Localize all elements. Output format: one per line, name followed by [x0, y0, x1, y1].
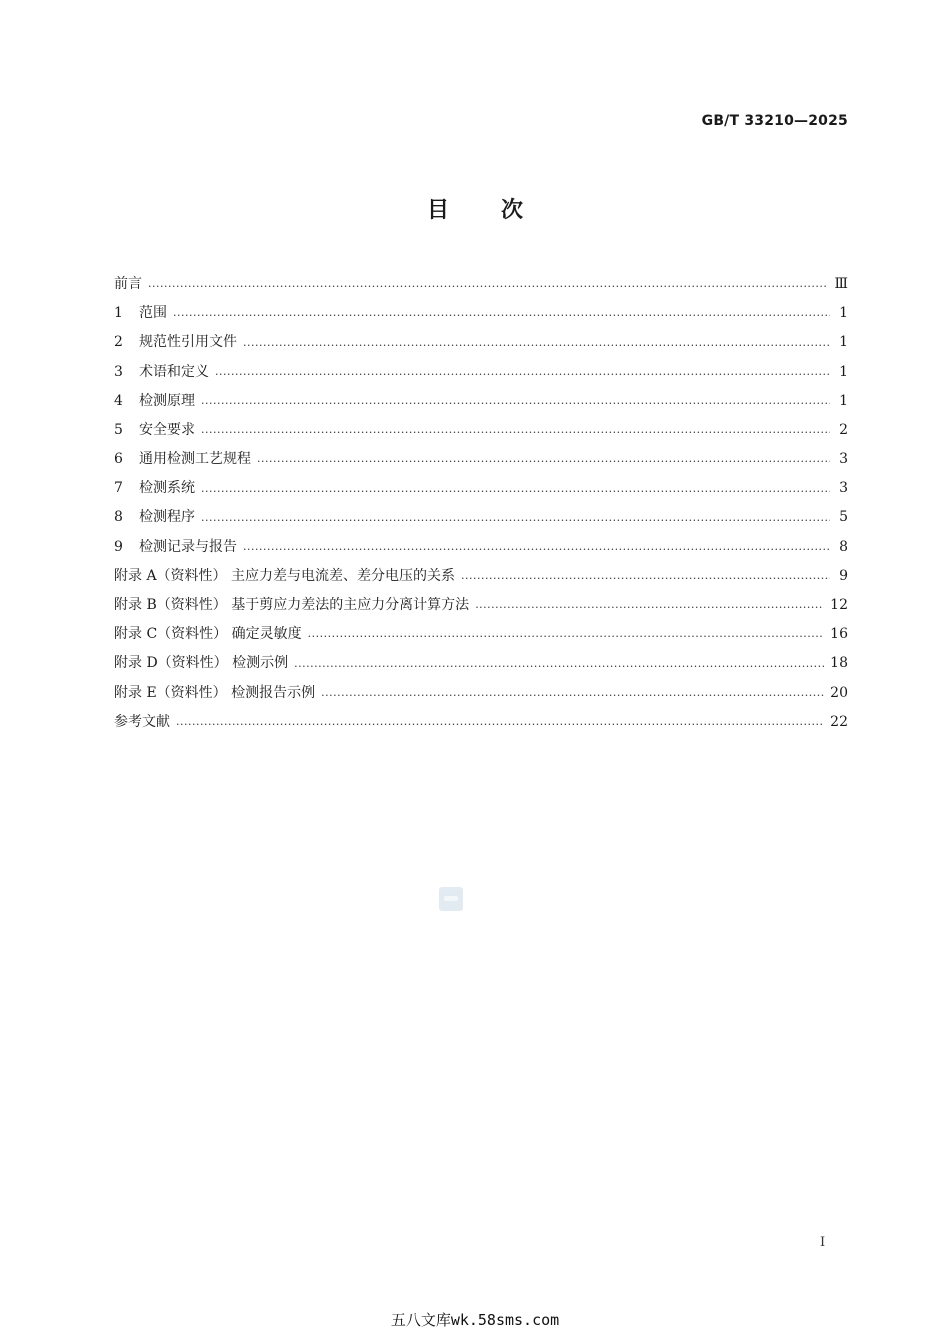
toc-leader-dots: [257, 449, 830, 474]
toc-entry-label: 规范性引用文件: [139, 334, 237, 351]
toc-leader-dots: [215, 362, 830, 387]
toc-entry-page: 22: [830, 713, 848, 730]
toc-entry-2[interactable]: [114, 328, 848, 357]
toc-entry-label: 参考文献: [114, 713, 170, 730]
toc-entry-page: Ⅲ: [834, 275, 848, 292]
toc-leader-dots: [201, 508, 830, 533]
footer-site-link[interactable]: 五八文库wk.58sms.com: [390, 1311, 560, 1329]
toc-entry-page: 8: [839, 538, 848, 555]
toc-entry-label: 术语和定义: [139, 363, 209, 380]
toc-entry-foreword[interactable]: [114, 270, 848, 299]
toc-entry-page: 1: [839, 392, 848, 409]
toc-entry-appendix-e[interactable]: [114, 679, 848, 708]
toc-entry-label: 通用检测工艺规程: [139, 451, 251, 468]
toc-entry-page: 1: [839, 305, 848, 322]
toc-leader-dots: [173, 303, 830, 328]
toc-entry-label: 检测记录与报告: [139, 538, 237, 555]
toc-entry-label: 附录 E（资料性） 检测报告示例: [114, 684, 316, 701]
toc-title-char-1: 目: [426, 198, 449, 223]
table-of-contents: [114, 270, 848, 737]
toc-leader-dots: [201, 420, 830, 445]
toc-entry-7[interactable]: [114, 474, 848, 503]
toc-entry-label: 附录 C（资料性） 确定灵敏度: [114, 626, 302, 643]
toc-entry-number: 3: [114, 363, 123, 380]
toc-entry-page: 20: [830, 684, 848, 701]
toc-leader-dots: [201, 391, 830, 416]
toc-entry-number: 7: [114, 480, 123, 497]
toc-entry-number: 9: [114, 538, 123, 555]
standard-code: GB/T 33210—2025: [701, 113, 848, 129]
toc-entry-number: 5: [114, 421, 123, 438]
toc-entry-label: 范围: [139, 305, 167, 322]
toc-entry-appendix-d[interactable]: [114, 649, 848, 678]
toc-entry-label: 附录 B（资料性） 基于剪应力差法的主应力分离计算方法: [114, 597, 470, 614]
toc-title-char-2: 次: [501, 198, 524, 223]
toc-entry-page: 18: [830, 655, 848, 672]
watermark-logo-icon: [439, 887, 463, 911]
toc-entry-number: 1: [114, 305, 123, 322]
toc-leader-dots: [461, 566, 830, 591]
toc-entry-9[interactable]: [114, 533, 848, 562]
toc-entry-8[interactable]: [114, 504, 848, 533]
toc-entry-6[interactable]: [114, 445, 848, 474]
toc-entry-label: 检测系统: [139, 480, 195, 497]
toc-entry-page: 16: [830, 626, 848, 643]
toc-entry-appendix-a[interactable]: [114, 562, 848, 591]
toc-entry-page: 3: [839, 451, 848, 468]
toc-leader-dots: [243, 537, 830, 562]
toc-entry-label: 检测原理: [139, 392, 195, 409]
page-number: I: [820, 1235, 826, 1250]
toc-entry-page: 12: [830, 597, 848, 614]
toc-leader-dots: [308, 624, 825, 649]
toc-entry-appendix-c[interactable]: [114, 620, 848, 649]
toc-leader-dots: [176, 712, 824, 737]
toc-entry-3[interactable]: [114, 358, 848, 387]
toc-leader-dots: [201, 479, 830, 504]
toc-entry-5[interactable]: [114, 416, 848, 445]
toc-entry-number: 4: [114, 392, 123, 409]
toc-entry-appendix-b[interactable]: [114, 591, 848, 620]
toc-entry-label: 前言: [114, 275, 142, 292]
toc-leader-dots: [243, 333, 830, 358]
toc-entry-page: 1: [839, 334, 848, 351]
toc-entry-4[interactable]: [114, 387, 848, 416]
toc-entry-1[interactable]: [114, 299, 848, 328]
toc-entry-page: 2: [839, 421, 848, 438]
toc-entry-label: 附录 D（资料性） 检测示例: [114, 655, 289, 672]
toc-entry-page: 3: [839, 480, 848, 497]
toc-entry-number: 8: [114, 509, 123, 526]
toc-entry-page: 5: [839, 509, 848, 526]
toc-entry-references[interactable]: [114, 708, 848, 737]
toc-entry-label: 安全要求: [139, 421, 195, 438]
toc-entry-number: 2: [114, 334, 123, 351]
toc-entry-label: 附录 A（资料性） 主应力差与电流差、差分电压的关系: [114, 567, 456, 584]
toc-leader-dots: [475, 595, 824, 620]
toc-leader-dots: [148, 274, 828, 299]
toc-title: [0, 193, 950, 224]
toc-entry-page: 9: [839, 567, 848, 584]
toc-leader-dots: [321, 683, 824, 708]
toc-entry-page: 1: [839, 363, 848, 380]
toc-entry-label: 检测程序: [139, 509, 195, 526]
toc-entry-number: 6: [114, 451, 123, 468]
toc-leader-dots: [294, 654, 824, 679]
